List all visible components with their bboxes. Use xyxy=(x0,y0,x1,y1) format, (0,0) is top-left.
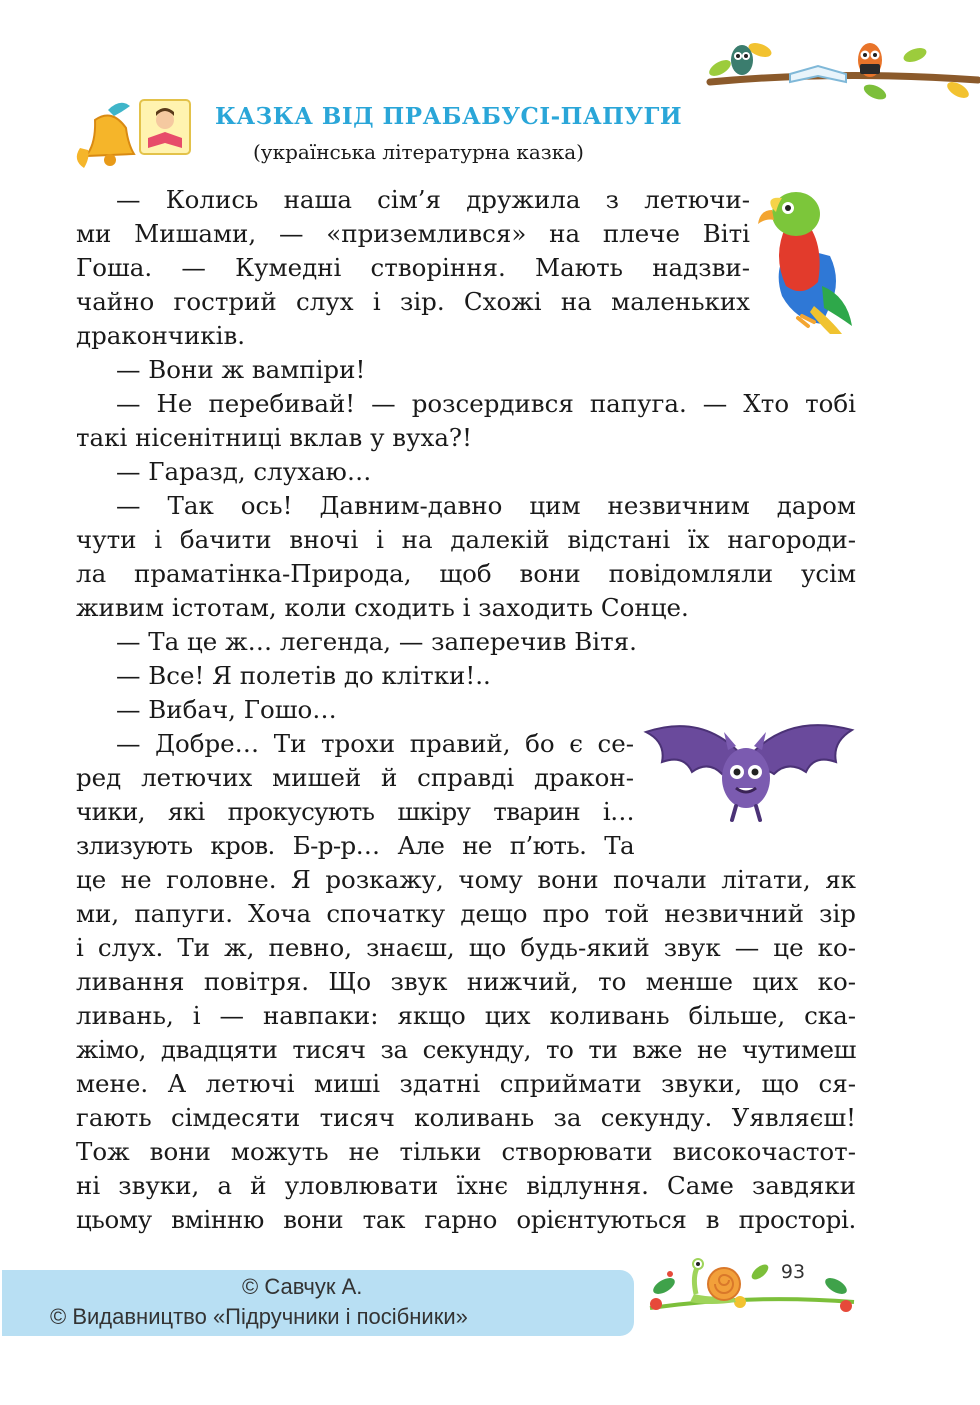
text-line: Гоша. — Кумедні створіння. Мають надзви- xyxy=(76,253,750,282)
parrot-icon xyxy=(752,186,858,334)
text-line: — Вони ж вампіри! xyxy=(116,355,366,384)
text-line: ливання повітря. Що звук нижчий, то менше цих ко- xyxy=(76,967,856,996)
text-line: — Гаразд, слухаю… xyxy=(116,457,372,486)
bat-icon xyxy=(636,702,858,828)
text-line: ми Мишами, — «приземлився» на плече Віті xyxy=(76,219,750,248)
text-line: жімо, двадцяти тисяч за секунду, то ти вже не чутимеш xyxy=(76,1035,856,1064)
text-line: ні звуки, а й уловлювати їхнє відлуння. Саме завдяки xyxy=(76,1171,856,1200)
bell-icon xyxy=(70,98,140,178)
text-line: дракончиків. xyxy=(76,321,246,350)
text-line: мене. А летючі миші здатні сприймати звуки, що ся- xyxy=(76,1069,856,1098)
text-line: гають сімдесяти тисяч коливань за секунду. Уявляєш! xyxy=(76,1103,856,1132)
text-line: — Все! Я полетів до клітки!.. xyxy=(116,661,491,690)
text-line: ла праматінка-Природа, щоб вони повідомляли усім xyxy=(76,559,856,588)
story-title: КАЗКА ВІД ПРАБАБУСІ-ПАПУГИ xyxy=(215,103,683,130)
story-subtitle: (українська літературна казка) xyxy=(253,140,584,164)
copyright-footer xyxy=(2,1270,634,1336)
text-line: це не головне. Я розкажу, чому вони почали літати, як xyxy=(76,865,856,894)
branch-with-owls-icon xyxy=(700,30,980,110)
text-line: чайно гострий слух і зір. Схожі на маленьких xyxy=(76,287,750,316)
text-line: ливань, і — навпаки: якщо цих коливань більше, ска- xyxy=(76,1001,856,1030)
text-line: чути і бачити вночі і на далекій відстані їх нагороди- xyxy=(76,525,856,554)
snail-flowers-icon xyxy=(640,1236,860,1316)
text-line: такі нісенітниці вклав у вуха?! xyxy=(76,423,472,452)
page-number: 93 xyxy=(770,1254,816,1290)
text-line: — Колись наша сім’я дружила з летючи- xyxy=(116,185,750,214)
text-line: цьому вмінню вони так гарно орієнтуються в просторі. xyxy=(76,1205,856,1234)
text-line: ми, папуги. Хоча спочатку дещо про той незвичний зір xyxy=(76,899,856,928)
text-line: — Добре… Ти трохи правий, бо є се- xyxy=(116,729,634,758)
copyright-author: © Савчук А. xyxy=(242,1274,363,1299)
text-line: і слух. Ти ж, певно, знаєш, що будь-який звук — це ко- xyxy=(76,933,856,962)
text-line: — Так ось! Давним-давно цим незвичним даром xyxy=(116,491,856,520)
copyright-publisher: © Видавництво «Підручники і посібники» xyxy=(50,1304,468,1329)
text-line: злизують кров. Б-р-р… Але не п’ють. Та xyxy=(76,831,634,860)
text-line: чики, які прокусують шкіру тварин і… xyxy=(76,797,634,826)
reading-child-icon xyxy=(138,98,192,156)
text-line: ред летючих мишей й справді дракон- xyxy=(76,763,634,792)
text-line: Тож вони можуть не тільки створювати високочастот- xyxy=(76,1137,856,1166)
text-line: — Та це ж… легенда, — заперечив Вітя. xyxy=(116,627,637,656)
text-line: — Вибач, Гошо… xyxy=(116,695,337,724)
text-line: живим істотам, коли сходить і заходить Сонце. xyxy=(76,593,689,622)
text-line: — Не перебивай! — розсердився папуга. — Хто тобі xyxy=(116,389,856,418)
